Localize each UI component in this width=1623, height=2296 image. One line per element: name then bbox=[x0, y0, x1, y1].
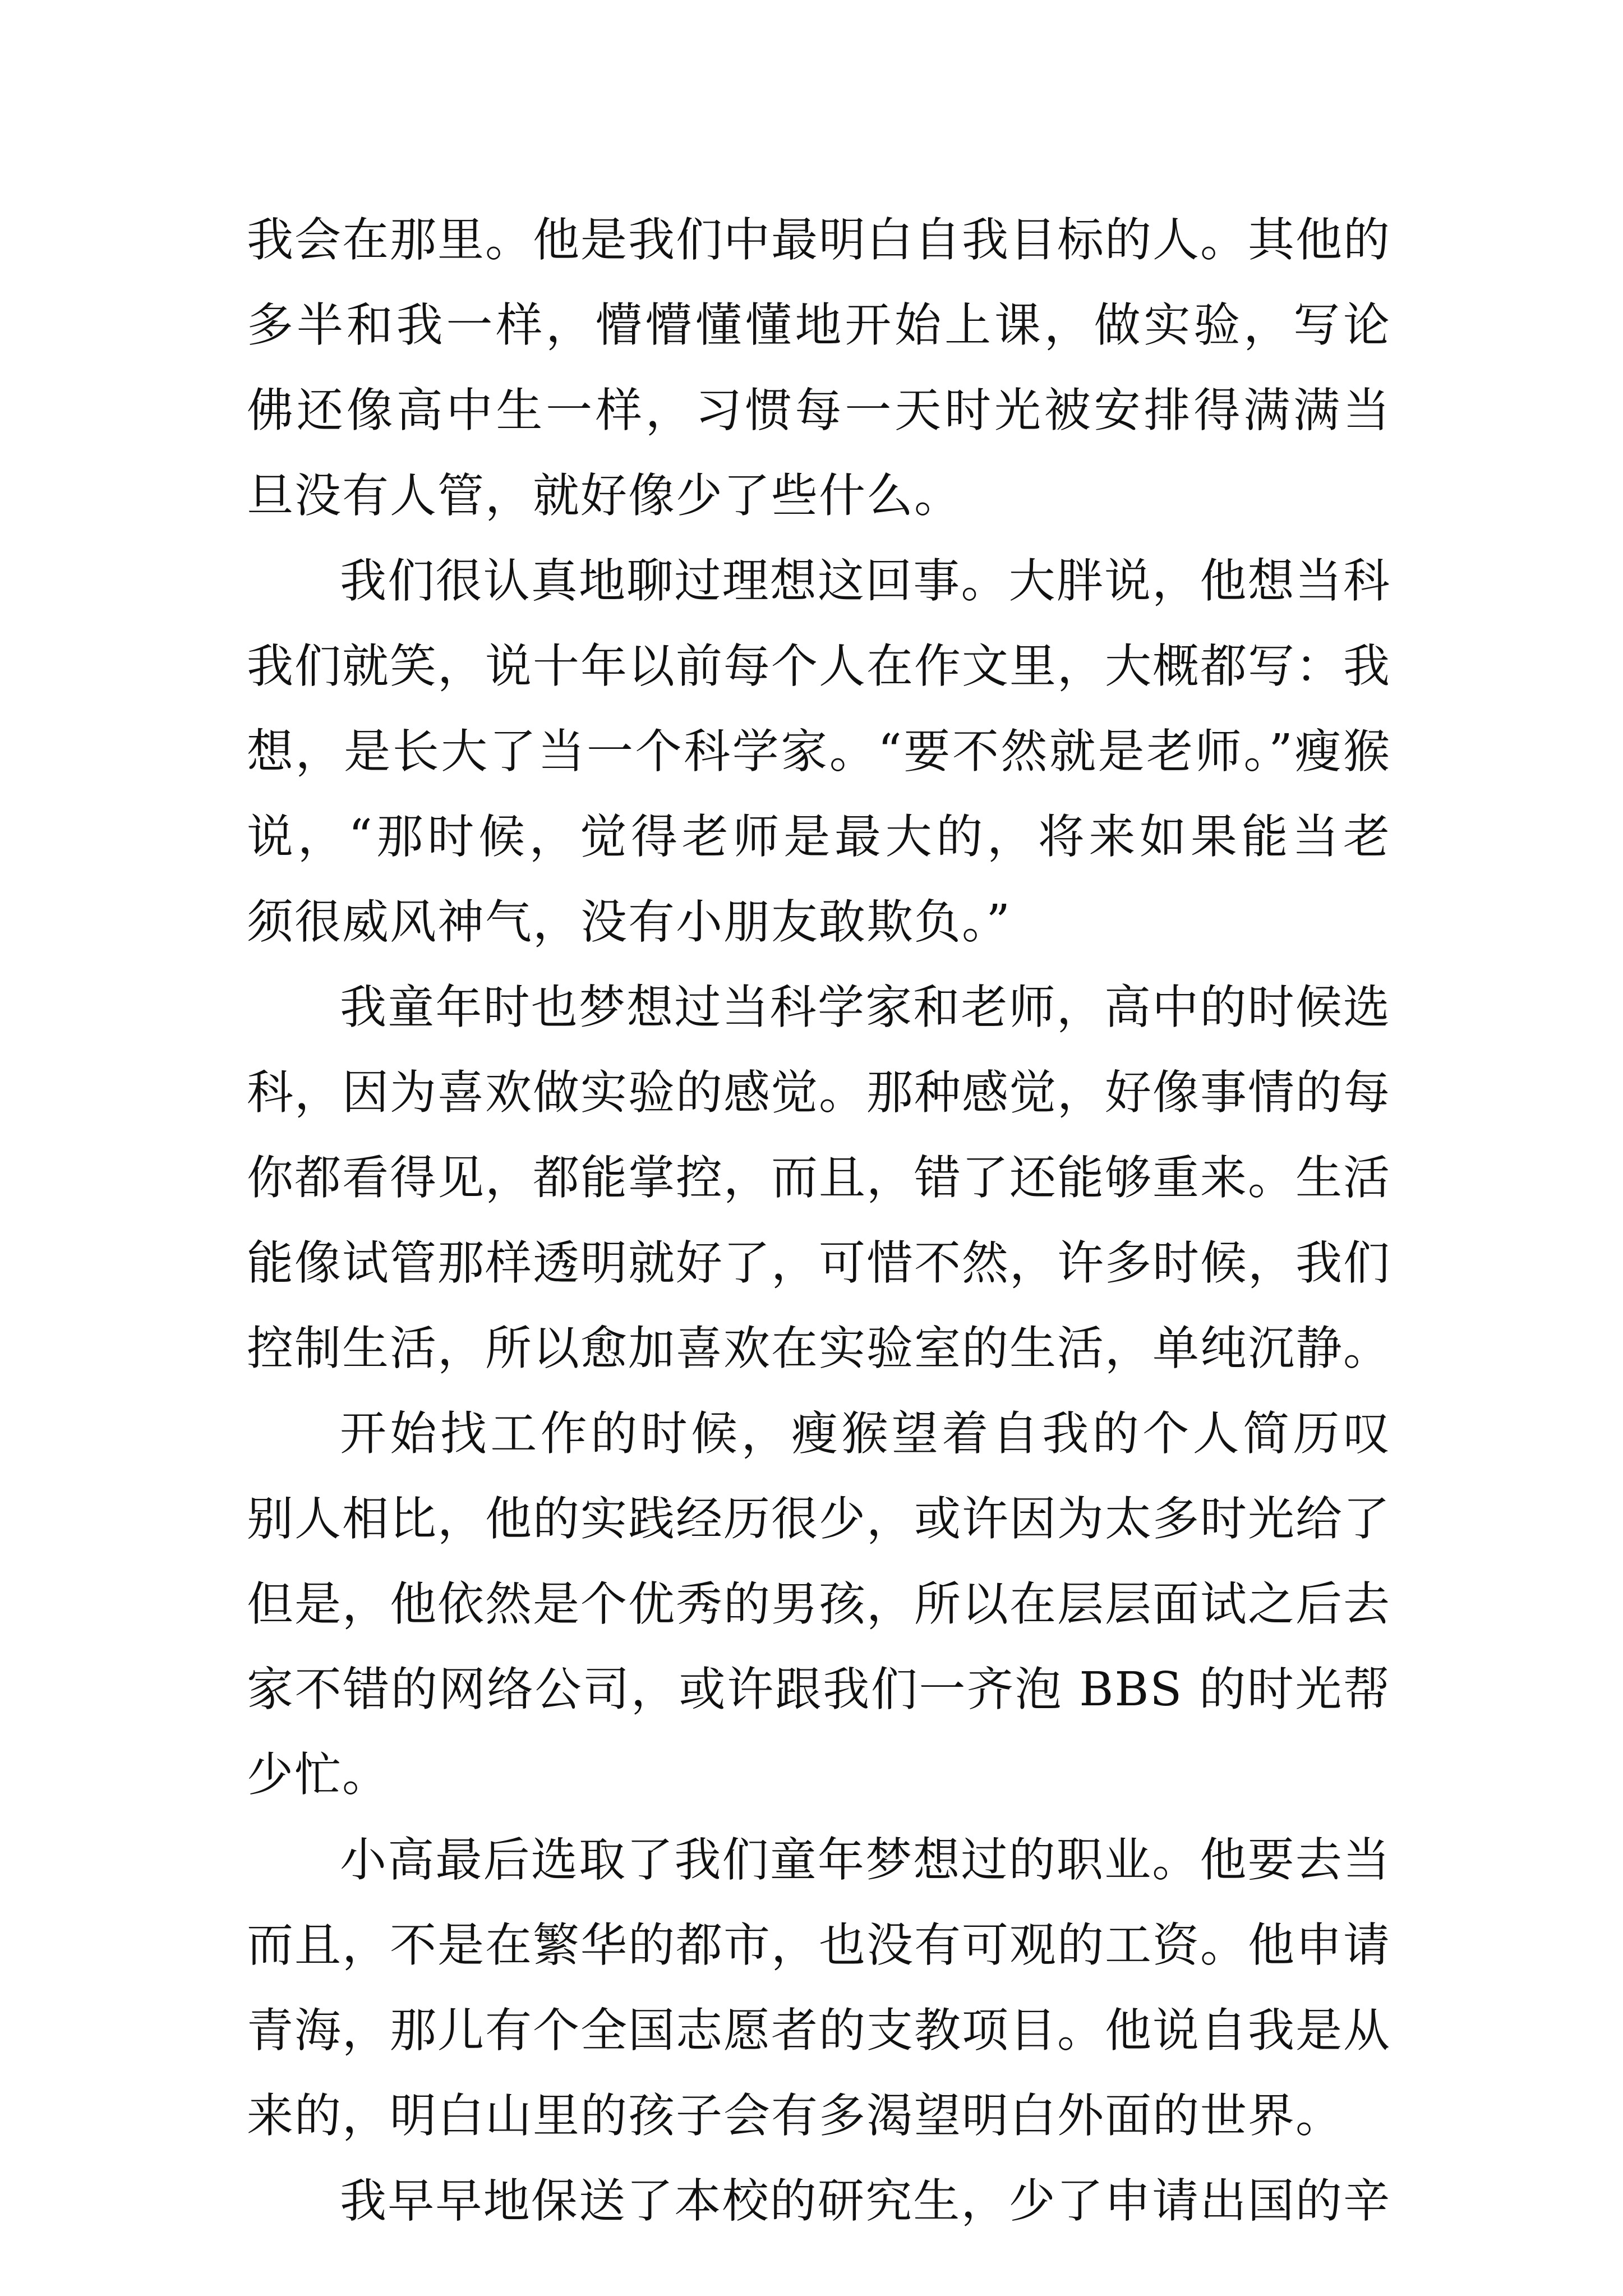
text-line: 我们很认真地聊过理想这回事。大胖说，他想当科 bbox=[340, 554, 1391, 608]
text-line: 别人相比，他的实践经历很少，或许因为太多时光给了 bbox=[247, 1492, 1391, 1546]
text-line: 家不错的网络公司，或许跟我们一齐泡 BBS 的时光帮 bbox=[247, 1662, 1391, 1717]
text-line: 开始找工作的时候，瘦猴望着自我的个人简历叹 bbox=[340, 1406, 1391, 1461]
text-line: 你都看得见，都能掌控，而且，错了还能够重来。生活 bbox=[247, 1151, 1391, 1205]
text-line: 小高最后选取了我们童年梦想过的职业。他要去当 bbox=[340, 1833, 1391, 1887]
text-line: 但是，他依然是个优秀的男孩，所以在层层面试之后去 bbox=[247, 1577, 1391, 1631]
text-line: 想，是长大了当一个科学家。“要不然就是老师。”瘦猴 bbox=[247, 724, 1391, 779]
text-line: 能像试管那样透明就好了，可惜不然，许多时候，我们 bbox=[247, 1236, 1391, 1290]
text-line: 我早早地保送了本校的研究生，少了申请出国的辛 bbox=[340, 2174, 1391, 2228]
text-line: 我们就笑，说十年以前每个人在作文里，大概都写：我 bbox=[247, 639, 1391, 693]
text-line: 说，“那时候，觉得老师是最大的，将来如果能当老 bbox=[247, 809, 1391, 864]
text-line: 而且，不是在繁华的都市，也没有可观的工资。他申请 bbox=[247, 1918, 1391, 1972]
text-line: 多半和我一样，懵懵懂懂地开始上课，做实验，写论 bbox=[247, 298, 1391, 352]
text-line: 少忙。 bbox=[247, 1747, 390, 1802]
document-body bbox=[247, 197, 1391, 2244]
text-line: 来的，明白山里的孩子会有多渴望明白外面的世界。 bbox=[247, 2088, 1343, 2143]
text-line: 旦没有人管，就好像少了些什么。 bbox=[247, 468, 962, 523]
text-line: 青海，那儿有个全国志愿者的支教项目。他说自我是从 bbox=[247, 2003, 1391, 2058]
text-line: 科，因为喜欢做实验的感觉。那种感觉，好像事情的每 bbox=[247, 1065, 1391, 1120]
text-line: 我童年时也梦想过当科学家和老师，高中的时候选 bbox=[340, 980, 1391, 1034]
text-line: 我会在那里。他是我们中最明白自我目标的人。其他的 bbox=[247, 213, 1391, 267]
text-line: 须很威风神气，没有小朋友敢欺负。” bbox=[247, 895, 1011, 949]
text-line: 佛还像高中生一样，习惯每一天时光被安排得满满当 bbox=[247, 383, 1391, 438]
text-line: 控制生活，所以愈加喜欢在实验室的生活，单纯沉静。 bbox=[247, 1321, 1391, 1375]
